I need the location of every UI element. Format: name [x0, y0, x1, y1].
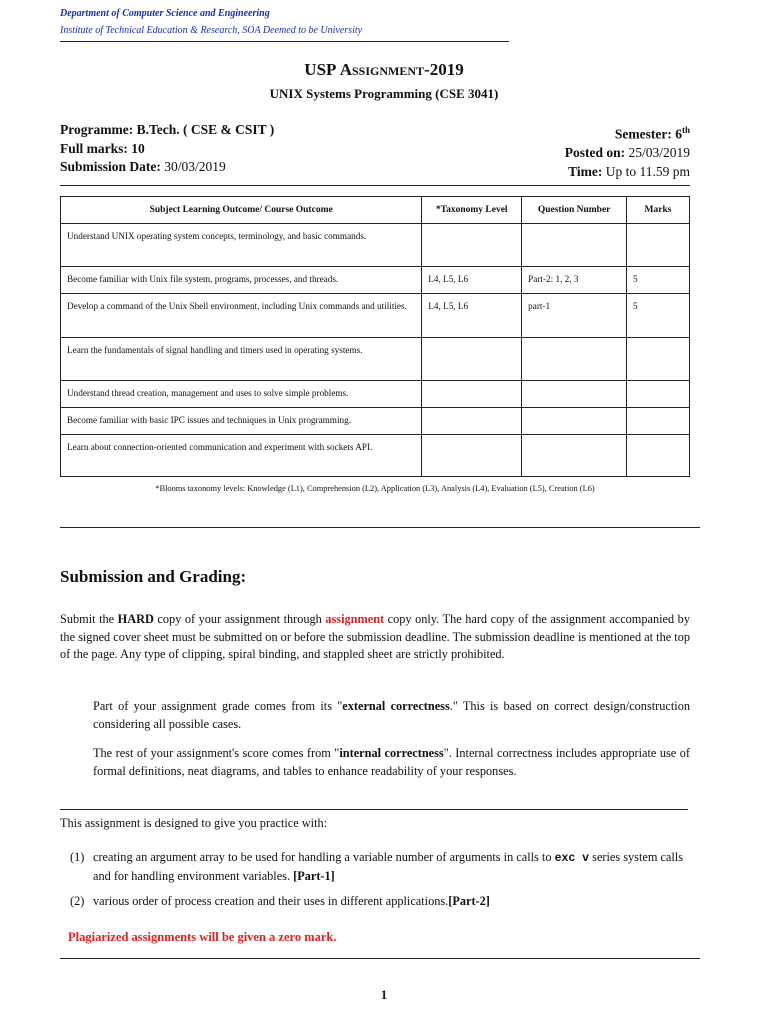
taxonomy-cell [422, 338, 522, 381]
submission-date: Submission Date: 30/03/2019 [60, 159, 226, 174]
plagiarism-warning: Plagiarized assignments will be given a zero mark. [68, 930, 337, 944]
meta-left [60, 121, 274, 177]
question-cell [522, 435, 627, 477]
question-cell [522, 408, 627, 435]
full-marks: Full marks: 10 [60, 140, 145, 156]
list-item-text: various order of process creation and their uses in different applications.[Part-2] [93, 894, 490, 908]
institute-name: Institute of Technical Education & Research, SOA Deemed to be University [60, 25, 363, 36]
practice-rule [60, 809, 688, 810]
marks-cell [627, 381, 690, 408]
outcome-cell: Learn about connection-oriented communication and experiment with sockets API. [61, 435, 422, 477]
table-header-row [61, 197, 690, 224]
header-taxonomy: *Taxonomy Level [422, 197, 522, 224]
list-item-text: creating an argument array to be used for handling a variable number of arguments in calls to exc v series system calls and for handling environment variables. [Part-1] [93, 850, 683, 883]
marks-cell [627, 338, 690, 381]
outcome-cell: Learn the fundamentals of signal handling and timers used in operating systems. [61, 338, 422, 381]
posted-on: Posted on: 25/03/2019 [564, 145, 690, 160]
document-title: USP Assignment-2019 [304, 60, 464, 79]
outcome-cell: Develop a command of the Unix Shell environment, including Unix commands and utilities. [61, 294, 422, 338]
table-row [61, 224, 690, 267]
grading-heading: Submission and Grading: [60, 567, 247, 586]
taxonomy-cell: L4, L5, L6 [422, 294, 522, 338]
external-correctness-paragraph: Part of your assignment grade comes from its "external correctness." This is based on correct design/construction considering all possible cases. [93, 699, 690, 731]
list-item [70, 893, 690, 911]
taxonomy-cell [422, 435, 522, 477]
header-outcome: Subject Learning Outcome/ Course Outcome [61, 197, 422, 224]
header-marks: Marks [627, 197, 690, 224]
question-cell [522, 224, 627, 267]
footer-rule [60, 958, 700, 959]
taxonomy-cell [422, 381, 522, 408]
taxonomy-cell [422, 408, 522, 435]
table-row [61, 435, 690, 477]
meta-rule [60, 185, 690, 186]
page-number: 1 [380, 987, 388, 1002]
marks-cell [627, 435, 690, 477]
practice-intro: This assignment is designed to give you practice with: [60, 816, 328, 830]
outcomes-table [60, 196, 690, 477]
table-row [61, 381, 690, 408]
header-question: Question Number [522, 197, 627, 224]
assignment-highlight: assignment [325, 612, 385, 626]
course-subtitle: UNIX Systems Programming (CSE 3041) [269, 86, 499, 101]
table-row [61, 338, 690, 381]
question-cell: Part-2: 1, 2, 3 [522, 267, 627, 294]
table-row [61, 267, 690, 294]
internal-correctness-paragraph: The rest of your assignment's score comes from "internal correctness". Internal correctness includes appropriate use of formal definitions, neat diagrams, and tables to enhance readability of your responses. [93, 746, 690, 778]
taxonomy-cell [422, 224, 522, 267]
list-item-number: (2) [70, 894, 85, 908]
meta-right [565, 121, 690, 181]
question-cell: part-1 [522, 294, 627, 338]
marks-cell: 5 [627, 294, 690, 338]
taxonomy-footnote: *Blooms taxonomy levels: Knowledge (L1), Comprehension (L2), Application (L3), Analysis (L4), Evaluation (L5), Creation (L6) [155, 484, 595, 493]
semester: Semester: 6th [614, 125, 690, 142]
outcome-cell: Understand UNIX operating system concepts, terminology, and basic commands. [61, 224, 422, 267]
outcome-cell: Become familiar with basic IPC issues and techniques in Unix programming. [61, 408, 422, 435]
table-row [61, 408, 690, 435]
table-row [61, 294, 690, 338]
outcome-cell: Become familiar with Unix file system, programs, processes, and threads. [61, 267, 422, 294]
taxonomy-cell: L4, L5, L6 [422, 267, 522, 294]
question-cell [522, 338, 627, 381]
outcome-cell: Understand thread creation, management and uses to solve simple problems. [61, 381, 422, 408]
marks-cell [627, 224, 690, 267]
marks-cell [627, 408, 690, 435]
department-name: Department of Computer Science and Engineering [60, 8, 270, 19]
section-rule [60, 527, 700, 528]
programme: Programme: B.Tech. ( CSE & CSIT ) [60, 122, 275, 137]
header-rule [60, 41, 509, 42]
time-limit: Time: Up to 11.59 pm [568, 163, 690, 179]
list-item [70, 849, 690, 885]
question-cell [522, 381, 627, 408]
marks-cell: 5 [627, 267, 690, 294]
list-item-number: (1) [70, 850, 85, 864]
submission-paragraph: Submit the HARD copy of your assignment through assignment copy only. The hard copy of the assignment accompanied by the signed cover sheet must be submitted on or before the submission deadline. The submission deadline is mentioned at the top of the page. Any type of clipping, spiral binding, and stappled sheet are strictly prohibited. [60, 612, 690, 661]
